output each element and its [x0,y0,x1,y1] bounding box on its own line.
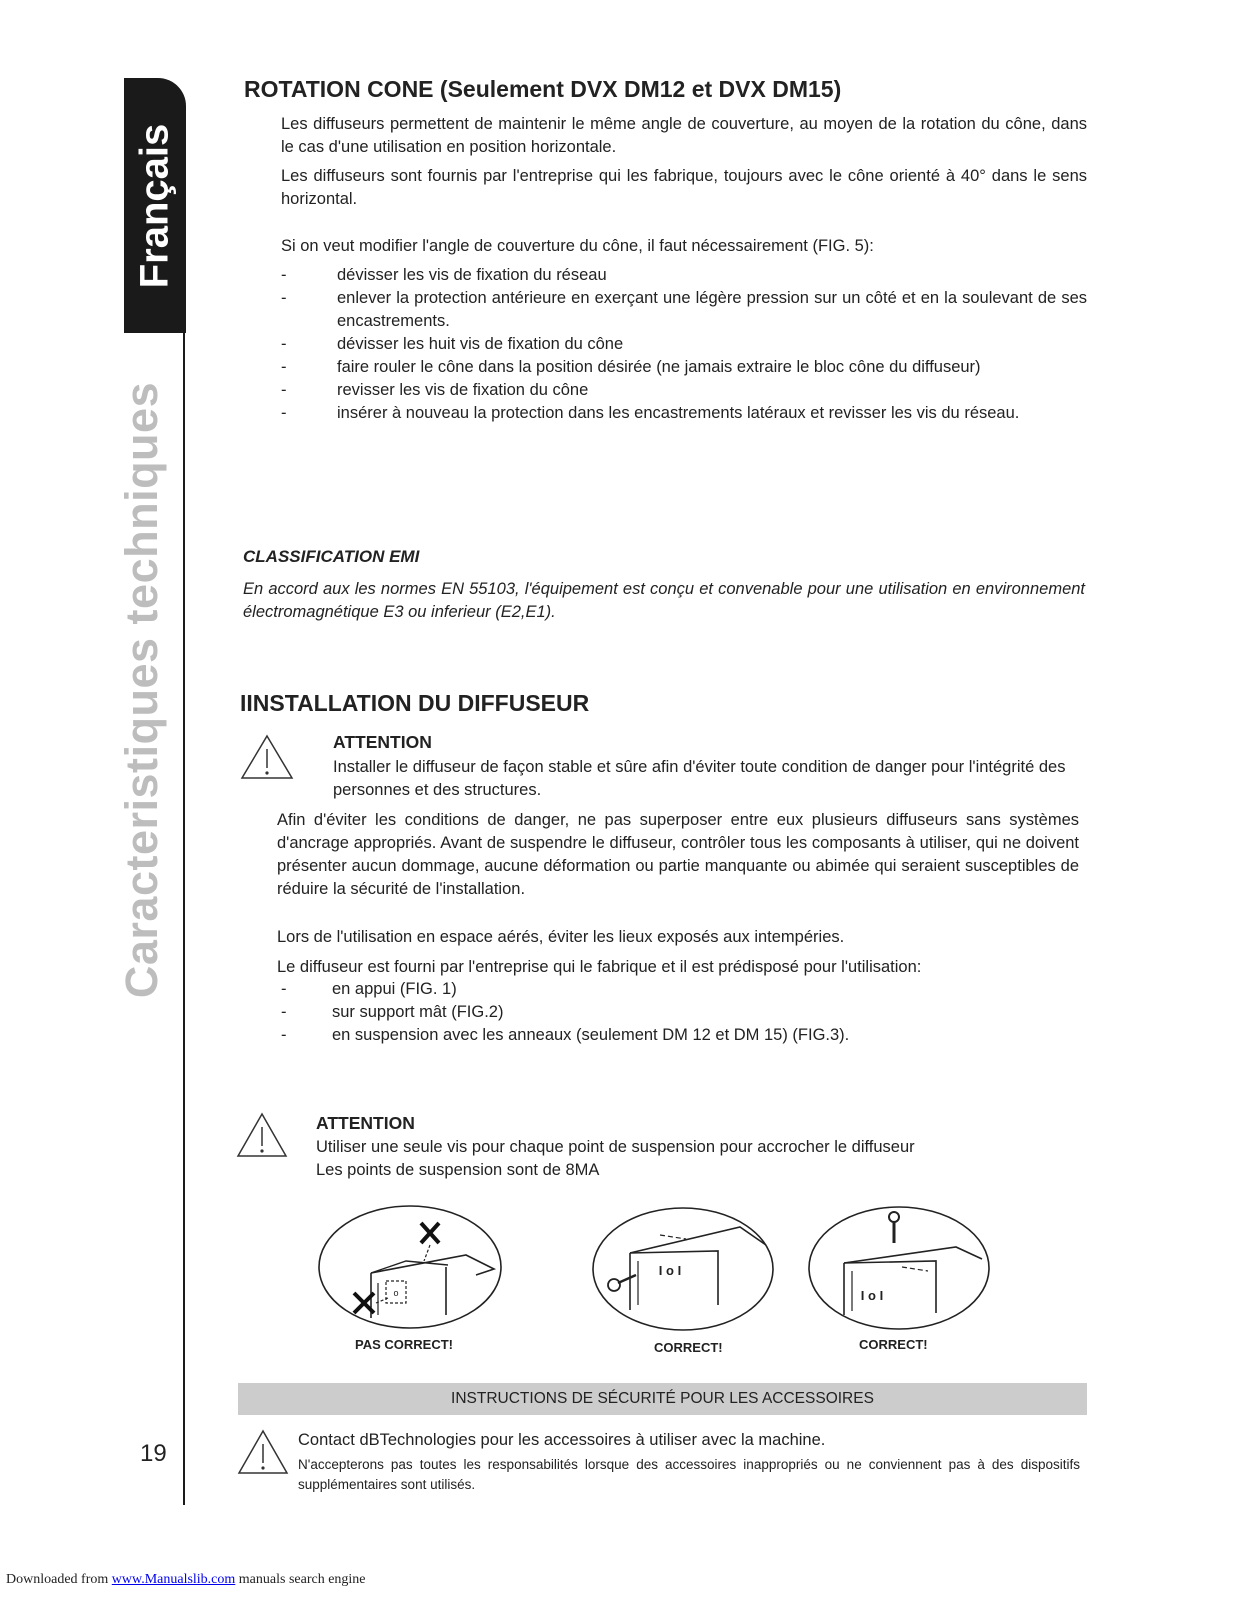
list-item [281,1001,1081,1024]
emi-text: En accord aux les normes EN 55103, l'équipement est conçu et convenable pour une utilisation en environnement électromagnétique E3 ou inferieur (E2,E1). [243,580,1085,621]
footer-suffix: manuals search engine [235,1572,366,1587]
install-paragraph-1: Afin d'éviter les conditions de danger, ne pas superposer entre eux plusieurs diffuseurs sans systèmes d'ancrage appropriés. Avant de suspendre le diffuseur, contrôler tous les composants à utiliser, qui ne doivent présenter aucun dommage, aucune déformation ou partie manquante ou abimée qui seraient susceptibles de réduire la sécurité de l'installation. [277,811,1079,898]
attention-text: Installer le diffuseur de façon stable et sûre afin d'éviter toute condition de danger pour l'intégrité des personnes et des structures. [333,758,1066,799]
safety-line-2: N'accepterons pas toutes les responsabilités lorsque des accessoires inappropriés ou ne conviennent pas à des dispositifs supplémentaires sont utilisés. [298,1457,1080,1492]
warning-icon [236,1111,288,1159]
rotation-steps [281,264,1087,425]
install-paragraph-3: Le diffuseur est fourni par l'entreprise qui le fabrique et il est prédisposé pour l'utilisation: [277,958,922,976]
list-item-text: sur support mât (FIG.2) [332,1003,504,1021]
safety-bar: INSTRUCTIONS DE SÉCURITÉ POUR LES ACCESSOIRES [238,1383,1087,1415]
list-item [281,1024,1081,1047]
footer [6,1572,366,1588]
page-number: 19 [140,1440,167,1467]
attention-title: ATTENTION [316,1113,415,1133]
dash: - [281,358,287,376]
list-item [281,978,1081,1001]
list-item-text: en appui (FIG. 1) [332,980,457,998]
dash: - [281,335,287,353]
install-paragraph-2: Lors de l'utilisation en espace aérés, éviter les lieux exposés aux intempéries. [277,928,845,946]
list-item-text: faire rouler le cône dans la position désirée (ne jamais extraire le bloc cône du diffuseur) [337,358,981,376]
manualslib-link[interactable]: www.Manualslib.com [111,1572,236,1587]
warning-icon [237,1428,289,1476]
figure-label: CORRECT! [654,1340,723,1355]
list-item [281,333,1087,356]
dash: - [281,289,287,307]
list-item [281,287,1087,333]
dash: - [281,980,287,998]
attention-line: Les points de suspension sont de 8MA [316,1161,600,1179]
rotation-paragraph-2: Les diffuseurs sont fournis par l'entreprise qui les fabrique, toujours avec le cône orienté à 40° dans le sens horizontal. [281,167,1087,208]
list-item-text: revisser les vis de fixation du cône [337,381,589,399]
safety-line-1: Contact dBTechnologies pour les accessoires à utiliser avec la machine. [298,1431,826,1449]
list-item-text: en suspension avec les anneaux (seulement DM 12 et DM 15) (FIG.3). [332,1026,850,1044]
dash: - [281,404,287,422]
dash: - [281,1026,287,1044]
section-tab-label: Caracteristiques techniques [116,381,167,999]
figure-label: CORRECT! [859,1337,928,1352]
warning-icon [240,733,294,781]
dash: - [281,266,287,284]
figure-correct-1 [590,1205,776,1333]
install-uses [281,978,1081,1047]
list-item-text: insérer à nouveau la protection dans les encastrements latéraux et revisser les vis du réseau. [337,404,1020,422]
list-item [281,379,1087,402]
side-rule [183,330,185,1505]
svg-text:I o I: I o I [860,1288,884,1303]
language-tab-label: Français [132,123,177,288]
language-tab [124,78,186,333]
dash: - [281,1003,287,1021]
install-title: IINSTALLATION DU DIFFUSEUR [240,690,590,716]
rotation-paragraph-1: Les diffuseurs permettent de maintenir le même angle de couverture, au moyen de la rotation du cône, dans le cas d'une utilisation en position horizontale. [281,115,1087,156]
list-item-text: dévisser les huit vis de fixation du cône [337,335,624,353]
footer-prefix: Downloaded from [6,1572,112,1587]
figure-correct-2 [806,1203,992,1333]
dash: - [281,381,287,399]
attention-title: ATTENTION [333,732,432,752]
figure-incorrect [316,1203,504,1331]
svg-text:o: o [393,1288,399,1298]
attention-line: Utiliser une seule vis pour chaque point de suspension pour accrocher le diffuseur [316,1138,915,1156]
list-item-text: enlever la protection antérieure en exerçant une légère pression sur un côté et en la soulevant de ses encastrements. [337,289,1087,330]
list-item [281,402,1087,425]
list-item [281,356,1087,379]
emi-title: CLASSIFICATION EMI [243,547,420,566]
rotation-paragraph-3: Si on veut modifier l'angle de couverture du cône, il faut nécessairement (FIG. 5): [281,237,874,255]
rotation-title: ROTATION CONE (Seulement DVX DM12 et DVX DM15) [244,76,842,102]
list-item-text: dévisser les vis de fixation du réseau [337,266,607,284]
section-tab [104,340,180,1040]
svg-text:I o I: I o I [658,1263,682,1278]
list-item [281,264,1087,287]
figure-label: PAS CORRECT! [355,1337,453,1352]
